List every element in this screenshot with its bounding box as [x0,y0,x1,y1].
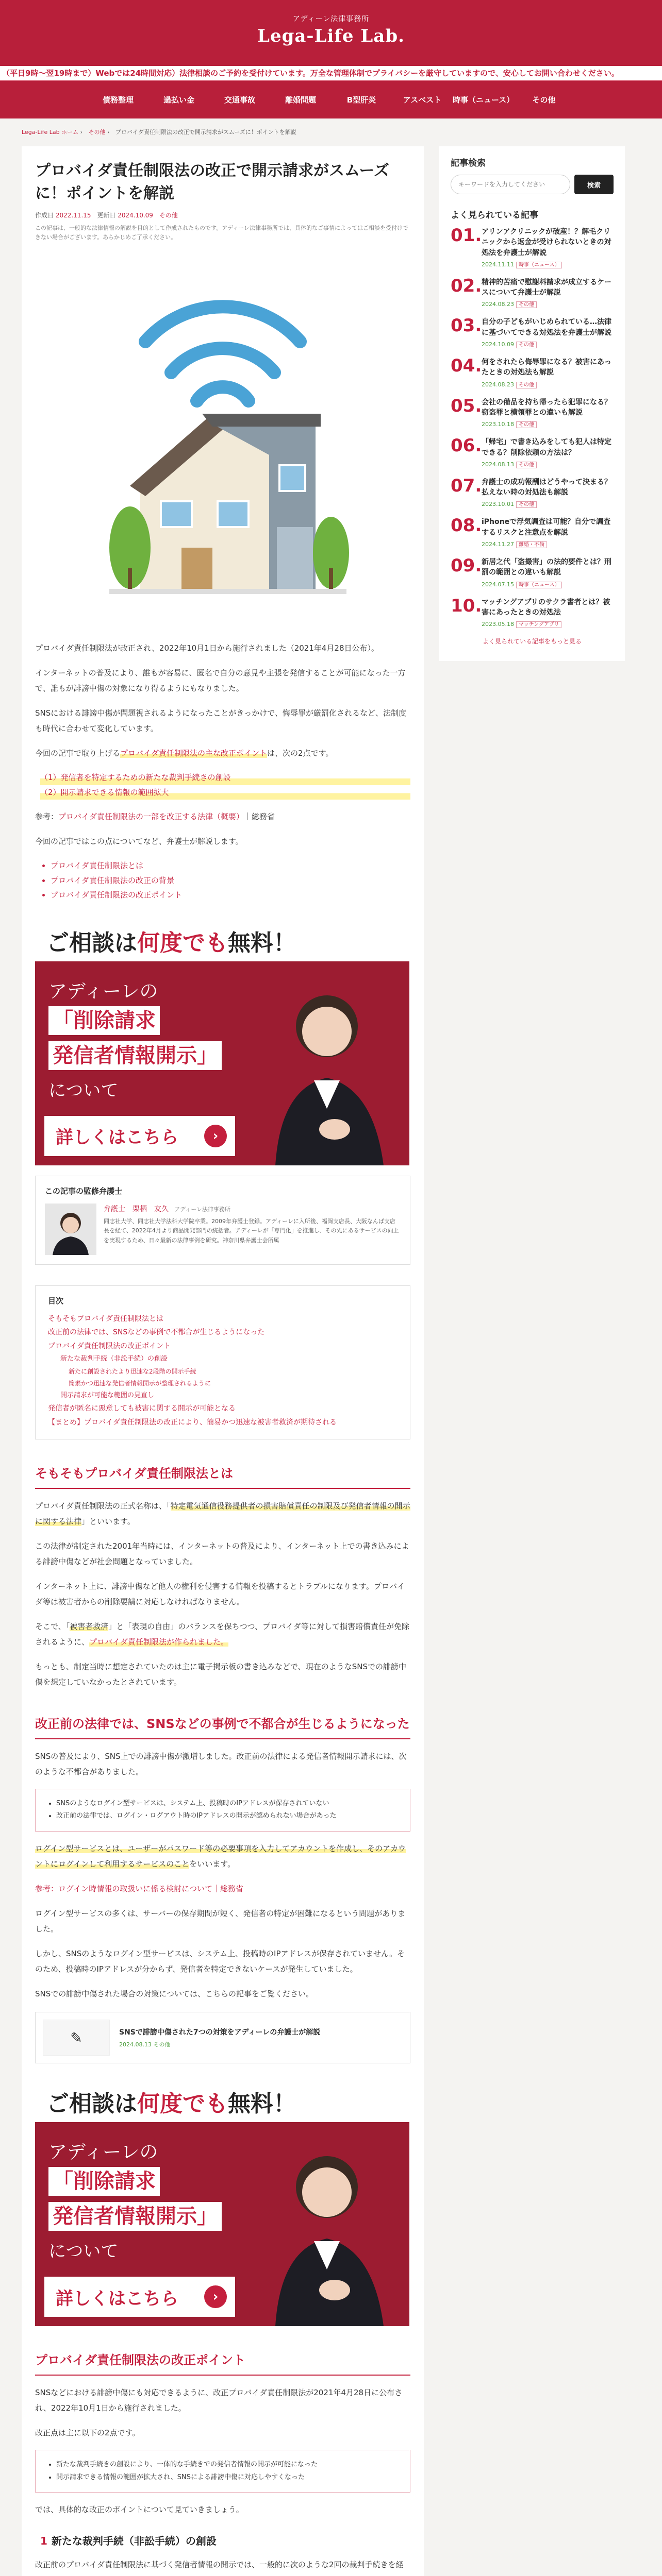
supervisor-box [35,1176,410,1265]
rank-number: 02. [451,275,482,296]
callout-item: • 改正前の法律では、ログイン・ログアウト時のIPアドレスの開示が認められない場合があった [56,1810,398,1823]
sec1-p1-a: プロバイダ責任制限法の正式名称は、「 [35,1501,171,1511]
related-thumbnail: ✎ [43,2020,110,2056]
subsection-heading [35,2533,410,2548]
rank-number: 03. [451,315,482,336]
more-popular-link[interactable]: よく見られている記事をもっと見る [482,638,582,646]
rank-number: 08. [451,515,482,536]
popular-article-category: 時事（ニュース） [516,582,562,588]
sec1-p4-a: そこで、「 [35,1621,70,1631]
logo-subtitle: アディーレ法律事務所 [292,15,370,23]
bullet-text: プロバイダ責任制限法とは [51,861,144,871]
toc-item[interactable]: 新たな裁判手続（非訟手続）の創設 [60,1355,168,1363]
toc-item[interactable]: そもそもプロバイダ責任制限法とは [48,1314,163,1323]
toc-item[interactable]: 開示請求が可能な範囲の見直し [60,1391,155,1399]
related-category: その他 [153,2041,171,2048]
point-item: （2）開示請求できる情報の範囲拡大 [40,785,410,800]
related-article-card[interactable] [35,2012,410,2063]
site-header [0,0,662,66]
banner-headline [35,2074,409,2122]
related-title: SNSで誹謗中傷された7つの対策をアディーレの弁護士が解説 [119,2028,321,2037]
sec1-paragraph-3: インターネット上に、誹謗中傷など他人の権利を侵害する情報を投稿するとトラブルになります。プロバイダ等は被害者からの削除要請に対応しなければなりません。 [35,1581,405,1606]
popular-article-meta [482,580,614,588]
bullet-text: プロバイダ責任制限法の改正ポイント [51,890,183,900]
popular-article-category: 離婚・不倫 [516,541,547,548]
updated-date: 2024.10.09 [118,212,153,219]
intro-p4-post: は、次の2点です。 [267,749,334,758]
banner-top-post: 無料！ [228,2091,296,2117]
sec2-p2-highlight: ログイン型サービスとは、ユーザーがパスワード等の必要事項を入力してアカウントを作成し、そのアカウントにログインして利用するサービスのこと [35,1844,406,1869]
popular-article-category: その他 [516,382,537,388]
rank-number: 07. [451,475,482,496]
popular-article-date: 2024.11.27 [482,541,514,548]
sec2-paragraph-3: ログイン型サービスの多くは、サーバーの保存期間が短く、発信者の特定が困難になるという問題がありました。 [35,1909,406,1934]
hero-illustration [78,259,367,630]
rank-number: 06. [451,435,482,456]
nav-overpayment[interactable]: 過払い金 [163,95,194,105]
article-meta [35,211,410,219]
popular-article-date: 2023.10.18 [482,421,514,428]
banner-line1: 「削除請求 [48,1006,160,1035]
bullet-text: プロバイダ責任制限法の改正の背景 [51,875,175,885]
sec2-ref-link[interactable]: 参考：ログイン時情報の取扱いに係る検討について｜総務省 [35,1884,243,1893]
toc-item[interactable]: 【まとめ】プロバイダ責任制限法の改正により、簡易かつ迅速な被害者救済が期待される [48,1418,337,1427]
sec1-p4-b: 」と「表現の自由」のバランスを保ちつつ、プロバイダ等に対して損害賠償責任が免除されるように、 [35,1621,410,1647]
banner-cta-button[interactable] [44,1116,235,1156]
site-logo[interactable]: Lega-Life Lab. [257,26,405,46]
banner-line1: 「削除請求 [48,2167,160,2196]
breadcrumb: Lega-Life Lab ホーム › その他 › プロバイダ責任制限法の改正で開示請求がスムーズに！ポイントを解説 [22,129,296,135]
popular-article-meta [482,540,614,548]
popular-article-title: 弁護士の成功報酬はどうやって決まる？払えない時の対処法も解説 [482,478,611,497]
banner-top-pre: ご相談は [46,929,137,956]
rank-number: 05. [451,395,482,416]
popular-article-item[interactable] [451,397,614,428]
nav-news[interactable]: 時事（ニュース） [453,95,515,105]
rank-number: 01. [451,225,482,246]
popular-article-date: 2024.07.15 [482,581,514,588]
ref-link[interactable]: プロバイダ責任制限法の一部を改正する法律（概要） [58,812,244,822]
popular-article-category: 時事（ニュース） [516,262,562,268]
popular-article-title: アリンアクリニックが破産！？解毛クリニックから返金が受けられないときの対処法を弁護士が解説 [482,228,611,257]
popular-article-title: 自分の子どもがいじめられている…法律に基づいてできる対処法を弁護士が解説 [482,318,611,337]
popular-article-category: その他 [516,462,537,468]
nav-hepatitis[interactable]: B型肝炎 [346,95,376,105]
popular-article-date: 2024.08.13 [482,461,514,468]
popular-article-meta [482,260,614,268]
popular-title: よく見られている記事 [451,210,538,221]
popular-article-item[interactable] [451,597,614,628]
popular-article-date: 2024.10.09 [482,341,514,348]
summary-bullets [51,858,410,903]
popular-article-item[interactable] [451,277,614,308]
intro-paragraph-1: プロバイダ責任制限法が改正され、2022年10月1日から施行されました（2021年4月28日公布）。 [35,643,379,653]
banner-top-red: 何度でも [137,2091,228,2117]
banner-line2: 発信者情報開示」 [48,1041,222,1070]
sec3-paragraph-3: では、具体的な改正のポイントについて見ていきましょう。 [35,2505,244,2515]
rank-number: 09. [451,555,482,577]
article-main [22,146,424,2576]
created-label: 作成日 [35,212,54,219]
banner-cta-label: 詳しくはこちら [56,1127,178,1148]
toc-item[interactable]: 新たに創設されたより迅速な2段階の開示手続 [69,1368,196,1376]
popular-article-category: マッチングアプリ [516,621,562,628]
supervisor-name: 弁護士 栗栖 友久 [104,1205,169,1213]
popular-article-category: その他 [516,501,537,508]
lawyer-photo [244,975,399,1165]
toc-item[interactable]: 改正前の法律では、SNSなどの事例で不都合が生じるようになった [48,1328,265,1337]
ref-label: 参考： [35,812,59,822]
sec1-paragraph-2: この法律が制定された2001年当時には、インターネットの普及により、インターネット上での書き込みによる誹謗中傷などが社会問題となっていました。 [35,1541,409,1566]
sidebar [439,146,625,661]
toc-item[interactable]: 簡素かつ迅速な発信者情報開示が整理されるように [69,1379,211,1387]
created-date: 2022.11.15 [55,212,91,219]
bullet-item [51,858,410,873]
lawyer-photo [244,2136,399,2326]
disclaimer-note: この記事は、一般的な法律情報の解説を目的として作成されたものです。アディーレ法律事務所では、具体的なご事情によってはご相談を受付けできない場合がございます。あらかじめご了承ください。 [35,225,409,241]
ref-source: ｜総務省 [244,812,275,822]
popular-article-meta [482,460,614,468]
search-form [451,175,614,194]
callout-item: • SNSのようなログイン型サービスは、システム上、投稿時のIPアドレスが保存されていない [56,1798,398,1810]
search-input[interactable] [451,175,570,194]
sec2-reference [35,1881,410,1896]
breadcrumb-home[interactable]: Lega-Life Lab ホーム [22,129,79,135]
popular-article-title: 新居之代「盗撮害」の法的要件とは？刑罰の範囲との違いも解説 [482,558,611,577]
popular-article-title: 「帰宅」で書き込みをしても犯人は特定できる？削除依頼の方法は？ [482,438,611,457]
number-1-icon: 1 [40,2535,47,2548]
callout-item: • 開示請求できる情報の範囲が拡大され、SNSによる誹謗中傷に対応しやすくなった [56,2471,398,2484]
supervisor-office: アディーレ法律事務所 [174,1206,230,1213]
reference-line [35,809,410,824]
popular-article-title: 何をされたら侮辱罪になる？被害にあったときの対処法も解説 [482,358,611,377]
intro-paragraph-5: 今回の記事ではこの点についてなど、弁護士が解説します。 [35,837,243,846]
sec3-paragraph-4: 改正前のプロバイダ責任制限法に基づく発信者情報の開示では、一般的に次のような2回の裁判手続きを経 [35,2560,404,2570]
sec2-callout-box [35,1789,410,1832]
page-title: プロバイダ責任制限法の改正で開示請求がスムーズに！ポイントを解説 [35,162,389,202]
breadcrumb-current: プロバイダ責任制限法の改正で開示請求がスムーズに！ポイントを解説 [115,129,296,135]
popular-article-meta [482,380,614,388]
popular-article-date: 2023.10.01 [482,501,514,508]
consult-banner[interactable] [35,913,409,1165]
subsection-title: 新たな裁判手続（非訟手続）の創設 [51,2535,217,2548]
popular-article-item[interactable] [451,477,614,508]
callout-item: • 新たな裁判手続きの創設により、一体的な手続きでの発信者情報の開示が可能になった [56,2459,398,2471]
banner-about: について [48,2241,119,2262]
supervisor-bio: 同志社大学、同志社大学法科大学院卒業。2009年弁護士登録。アディーレに入所後、福岡支店長、大阪なんば支店長を経て、2022年4月より商品開発部門の統括者。アディーレが「専門化」を推進し、その先にあるサービスの向上を実現するため、日々最新の法律事例を研究。神奈川県弁護士会所属 [104,1217,399,1244]
popular-article-meta [482,620,614,628]
rank-number: 10. [451,595,482,616]
nav-asbestos[interactable]: アスベスト [403,95,442,105]
popular-article-item[interactable] [451,357,614,388]
toc-item[interactable]: 発信者が匿名に悪意しても被害に関する開示が可能となる [48,1404,236,1413]
popular-article-title: iPhoneで浮気調査は可能？自分で調査するリスクと注意点を解説 [482,518,611,537]
popular-article-item[interactable] [451,517,614,548]
nav-traffic[interactable]: 交通事故 [224,95,255,105]
popular-article-title: マッチングアプリのサクラ書者とは？被害にあったときの対処法 [482,598,610,617]
consult-banner-2[interactable] [35,2074,409,2326]
popular-article-date: 2023.05.18 [482,621,514,628]
related-date: 2024.08.13 [119,2041,152,2048]
sec1-paragraph-4 [35,1619,410,1650]
sec1-p1-highlight: 特定電気通信役務提供者の損害賠償責任の制限及び発信者情報の開示に関する法律 [35,1501,410,1526]
popular-article-meta [482,340,614,348]
popular-article-item[interactable] [451,317,614,348]
section-heading-3: プロバイダ責任制限法の改正ポイント [35,2351,410,2376]
banner-top-pre: ご相談は [46,2091,137,2117]
banner-firm: アディーレの [48,980,158,1002]
banner-firm: アディーレの [48,2142,158,2163]
toc-item[interactable]: プロバイダ責任制限法の改正ポイント [48,1342,171,1350]
sec1-p4-c: プロバイダ責任制限法が作られました。 [89,1637,229,1647]
popular-article-date: 2024.11.11 [482,261,514,268]
updated-label: 更新日 [97,212,116,219]
sec2-paragraph-1: SNSの普及により、SNS上での誹謗中傷が激増しました。改正前の法律による発信者情報開示請求には、次のような不都合がありました。 [35,1751,407,1776]
sec2-paragraph-5: SNSでの誹謗中傷された場合の対策については、こちらの記事をご覧ください。 [35,1989,313,1998]
rank-number: 04. [451,355,482,377]
popular-article-meta [482,500,614,507]
section-heading-2: 改正前の法律では、SNSなどの事例で不都合が生じるようになった [35,1715,410,1739]
popular-article-category: その他 [516,342,537,348]
category-tag[interactable]: その他 [159,212,178,219]
global-nav [0,80,662,118]
breadcrumb-category[interactable]: その他 [88,129,106,135]
notice-marquee: （平日9時～翌19時まで）Webでは24時間対応）法律相談のご予約を受付けています。万全な管理体制でプライバシーを厳守していますので、安心してお問い合わせください。 [0,66,662,80]
popular-article-category: その他 [516,421,537,428]
sec1-p4-highlight: 被害者救済 [70,1621,109,1631]
popular-list [451,227,614,628]
nav-divorce[interactable]: 離婚問題 [285,95,316,105]
intro-p4-highlight: プロバイダ責任制限法の主な改正ポイント [120,749,268,758]
popular-article-date: 2024.08.23 [482,301,514,308]
search-button[interactable]: 検索 [574,175,614,194]
bullet-item [51,888,410,903]
sec2-paragraph-4: しかし、SNSのようなログイン型サービスは、システム上、投稿時のIPアドレスが保存されていません。そのため、投稿時のIPアドレスが分からず、発信者を特定できないケースが発生していました。 [35,1949,405,1974]
banner-top-post: 無料！ [228,929,296,956]
banner-cta-button[interactable] [44,2277,235,2317]
popular-article-category: その他 [516,301,537,308]
nav-debt[interactable]: 債務整理 [102,95,134,105]
intro-p4-pre: 今回の記事で取り上げる [35,749,121,758]
popular-article-meta [482,300,614,308]
supervisor-heading: この記事の監修弁護士 [45,1186,123,1196]
sec3-paragraph-1: SNSなどにおける誹謗中傷にも対応できるように、改正プロバイダ責任制限法が2021年4月28日に公布され、2022年10月1日から施行されました。 [35,2388,403,2413]
sec3-callout-box [35,2450,410,2493]
popular-article-title: 精神的苦痛で慰謝料請求が成立するケースについて弁護士が解説 [482,278,611,297]
section-heading-1: そもそもプロバイダ責任制限法とは [35,1464,410,1489]
arrow-right-icon: › [204,2285,227,2308]
popular-article-title: 会社の備品を持ち帰ったら犯罪になる？窃盗罪と横領罪との違いも解説 [482,398,611,417]
arrow-right-icon: › [204,1125,227,1147]
sec1-p1-b: 」といいます。 [81,1516,135,1526]
banner-top-red: 何度でも [137,929,228,956]
sec1-paragraph-1 [35,1498,410,1529]
sec2-paragraph-2 [35,1841,410,1872]
nav-other[interactable]: その他 [532,95,556,105]
banner-cta-label: 詳しくはこちら [56,2288,178,2309]
popular-article-item[interactable] [451,557,614,588]
popular-article-item[interactable] [451,227,614,268]
banner-about: について [48,1080,119,1101]
avatar [45,1204,96,1255]
sec1-paragraph-5: もっとも、制定当時に想定されていたのは主に電子掲示板の書き込みなどで、現在のようなSNSでの誹謗中傷を想定していなかったとされています。 [35,1662,406,1687]
table-of-contents [35,1285,410,1439]
sec3-paragraph-2: 改正点は主に以下の2点です。 [35,2428,140,2437]
popular-article-date: 2024.08.23 [482,381,514,388]
toc-title: 目次 [48,1296,64,1306]
banner-line2: 発信者情報開示」 [48,2202,222,2231]
search-title: 記事検索 [451,158,486,168]
intro-paragraph-2: インターネットの普及により、誰もが容易に、匿名で自分の意見や主張を発信することが可能になった一方で、誰もが誹謗中傷の対象になり得るようにもなりました。 [35,668,406,693]
sec2-p2-b: をいいます。 [189,1859,236,1869]
bullet-item [51,873,410,888]
intro-paragraph-3: SNSにおける誹謗中傷が問題視されるようになったことがきっかけで、悔辱罪が厳罰化されるなど、法制度も時代に合わせて変化しています。 [35,708,406,734]
popular-article-item[interactable] [451,437,614,468]
popular-article-meta [482,420,614,428]
related-meta [119,2040,320,2048]
point-item: （1）発信者を特定するための新たな裁判手続きの創設 [40,770,410,785]
points-list [40,770,410,800]
banner-headline [35,913,409,961]
intro-paragraph-4 [35,745,410,761]
